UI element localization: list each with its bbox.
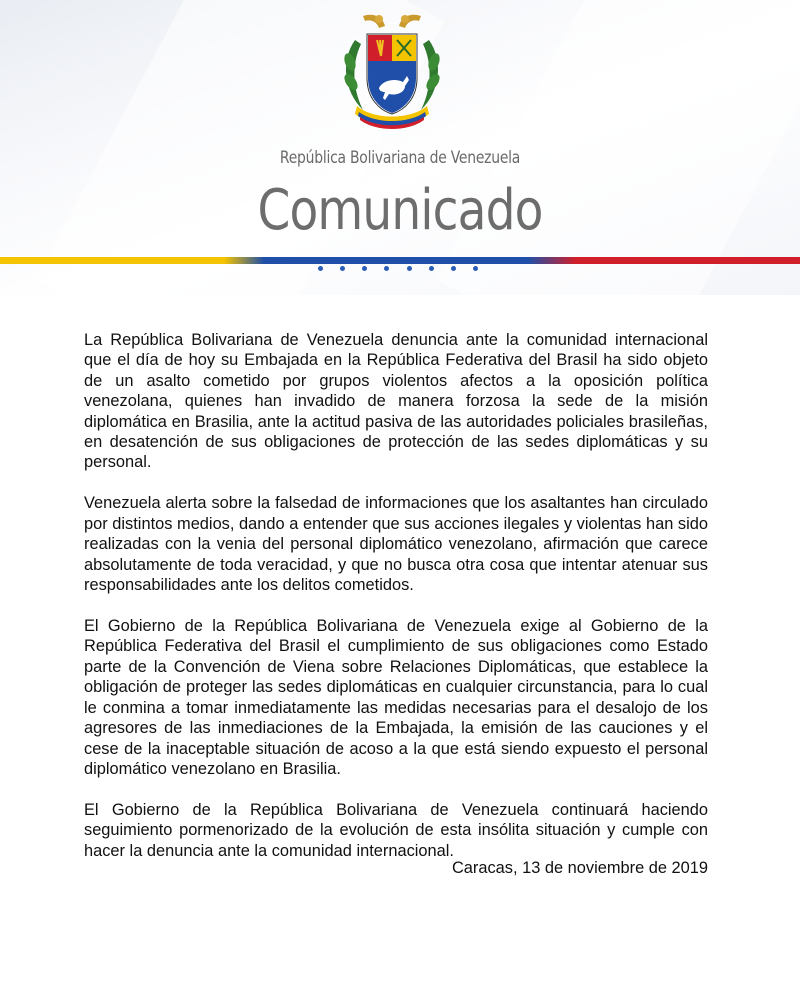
paragraph: El Gobierno de la República Bolivariana de Venezuela exige al Gobierno de la República Federativa del Brasil el cumplimiento de sus obligaciones como Estado parte de la Convención de Viena sobre Relaciones Diplomáticas, que establece la obligación de proteger las sedes diplomáticas en cualquier circunstancia, para lo cual le conmina a tomar inmediatamente las medidas necesarias para el desalojo de los agresores de las inmediaciones de la Embajada, la emisión de las cauciones y el cese de la inaceptable situación de acoso a la que está siendo expuesto el personal diplomático venezolano en Brasilia. <box>84 617 708 778</box>
star-row <box>318 264 478 272</box>
star-icon <box>340 266 345 271</box>
venezuela-coat-of-arms-icon <box>333 10 451 132</box>
letterhead-header <box>0 0 800 295</box>
place-date-signature: Caracas, 13 de noviembre de 2019 <box>451 859 708 877</box>
issuing-country: República Bolivariana de Venezuela <box>279 148 521 168</box>
flag-color-stripe <box>0 257 800 264</box>
star-icon <box>473 266 478 271</box>
star-icon <box>362 266 367 271</box>
star-icon <box>318 266 323 271</box>
paragraph: La República Bolivariana de Venezuela denuncia ante la comunidad internacional que el día de hoy su Embajada en la República Federativa del Brasil ha sido objeto de un asalto cometido por grupos violentos afectos a la oposición política venezolana, quienes han invadido de manera forzosa la sede de la misión diplomática en Brasilia, ante la actitud pasiva de las autoridades policiales brasileñas, en desatención de sus obligaciones de protección de las sedes diplomáticas y su personal. <box>84 331 708 472</box>
paragraph: Venezuela alerta sobre la falsedad de informaciones que los asaltantes han circulado por distintos medios, dando a entender que sus acciones ilegales y violentas han sido realizadas con la venia del personal diplomático venezolano, afirmación que carece absolutamente de toda veracidad, y que no busca otra cosa que intentar atenuar sus responsabilidades ante los delitos cometidos. <box>84 494 708 595</box>
star-icon <box>451 266 456 271</box>
star-icon <box>407 266 412 271</box>
star-icon <box>384 266 389 271</box>
star-icon <box>429 266 434 271</box>
paragraph: El Gobierno de la República Bolivariana de Venezuela continuará haciendo seguimiento pormenorizado de la evolución de esta insólita situación y cumple con hacer la denuncia ante la comunidad internacional. <box>84 800 708 860</box>
page-title: Comunicado <box>257 178 543 243</box>
communique-body <box>84 330 708 882</box>
